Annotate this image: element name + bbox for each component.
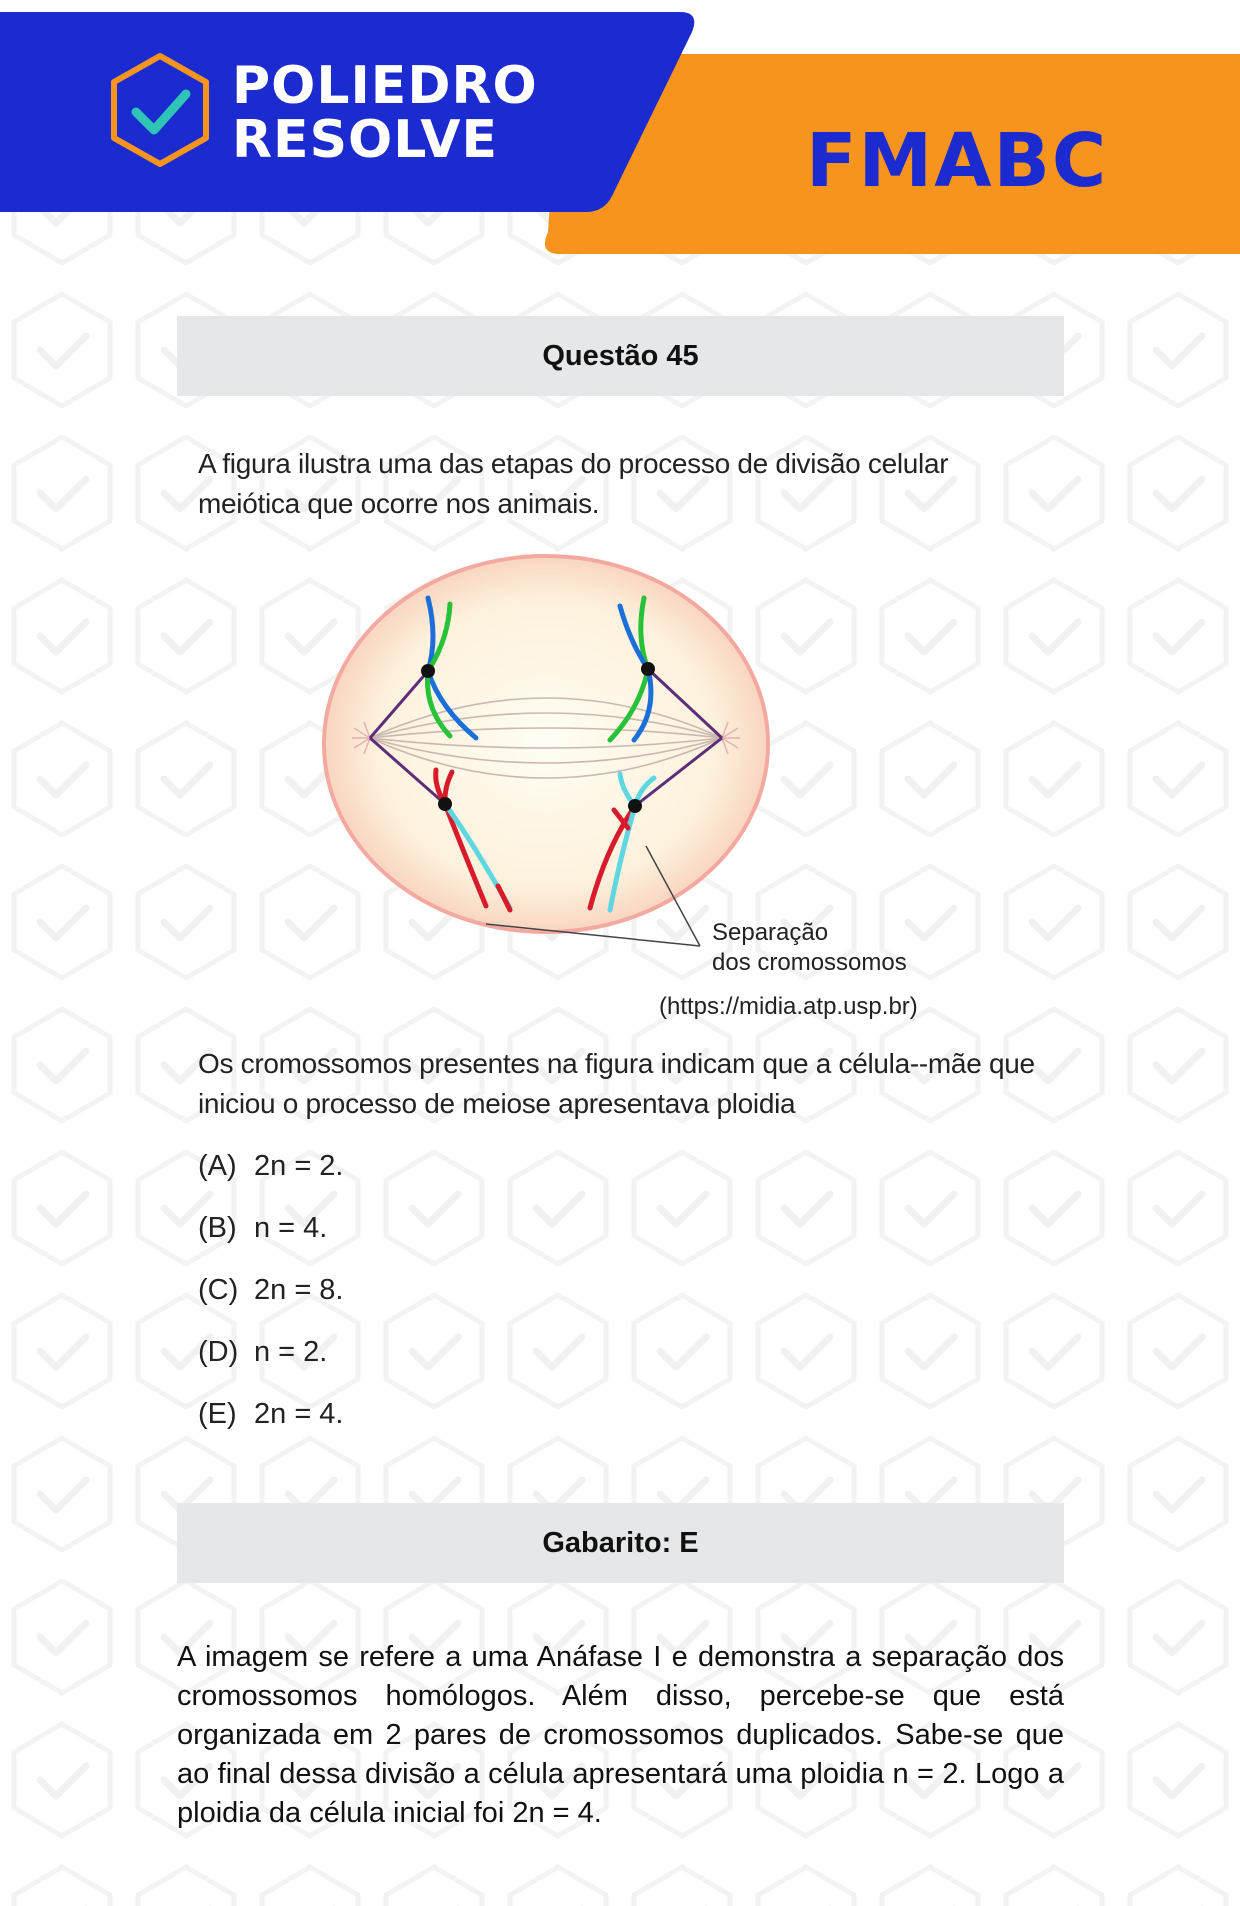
figure-label xyxy=(712,918,907,978)
option-text: 2n = 2. xyxy=(254,1150,344,1182)
option-text: n = 4. xyxy=(254,1212,328,1244)
figure-label-line1: Separação xyxy=(712,919,829,946)
question-intro: A figura ilustra uma das etapas do processo de divisão celular meiótica que ocorre nos animais. xyxy=(198,448,949,519)
option-text: 2n = 8. xyxy=(254,1274,344,1306)
exam-name: FMABC xyxy=(806,118,1109,204)
answer-explanation: A imagem se refere a uma Anáfase I e demonstra a separação dos cromossomos homólogos. Além disso, percebe-se que está organizada em 2 pares de cromossomos duplicados. Sabe-se que ao final dessa divisão a célula apresentará uma ploidia n = 2. Logo a ploidia da célula inicial foi 2n = 4. xyxy=(177,1641,1064,1829)
option-text: 2n = 4. xyxy=(254,1398,344,1430)
option-c[interactable] xyxy=(198,1267,344,1329)
figure-source: (https://midia.atp.usp.br) xyxy=(659,993,918,1020)
option-letter: (D) xyxy=(198,1336,239,1368)
option-letter: (E) xyxy=(198,1398,237,1430)
option-text: n = 2. xyxy=(254,1336,328,1368)
check-shield-icon xyxy=(100,50,220,170)
option-letter: (A) xyxy=(198,1150,237,1182)
option-letter: (B) xyxy=(198,1212,237,1244)
options-list xyxy=(198,1143,344,1453)
anaphase-figure xyxy=(310,548,790,968)
figure-label-line2: dos cromossomos xyxy=(712,949,907,976)
option-e[interactable] xyxy=(198,1391,344,1453)
brand-name-line2: RESOLVE xyxy=(232,110,498,170)
question-prompt: Os cromossomos presentes na figura indicam que a célula--mãe que iniciou o processo de meiose apresentava ploidia xyxy=(198,1048,1035,1119)
option-a[interactable] xyxy=(198,1143,344,1205)
brand-name-line1: POLIEDRO xyxy=(232,56,538,116)
question-title: Questão 45 xyxy=(177,316,1064,396)
option-d[interactable] xyxy=(198,1329,344,1391)
answer-title: Gabarito: E xyxy=(177,1503,1064,1583)
option-letter: (C) xyxy=(198,1274,239,1306)
option-b[interactable] xyxy=(198,1205,344,1267)
